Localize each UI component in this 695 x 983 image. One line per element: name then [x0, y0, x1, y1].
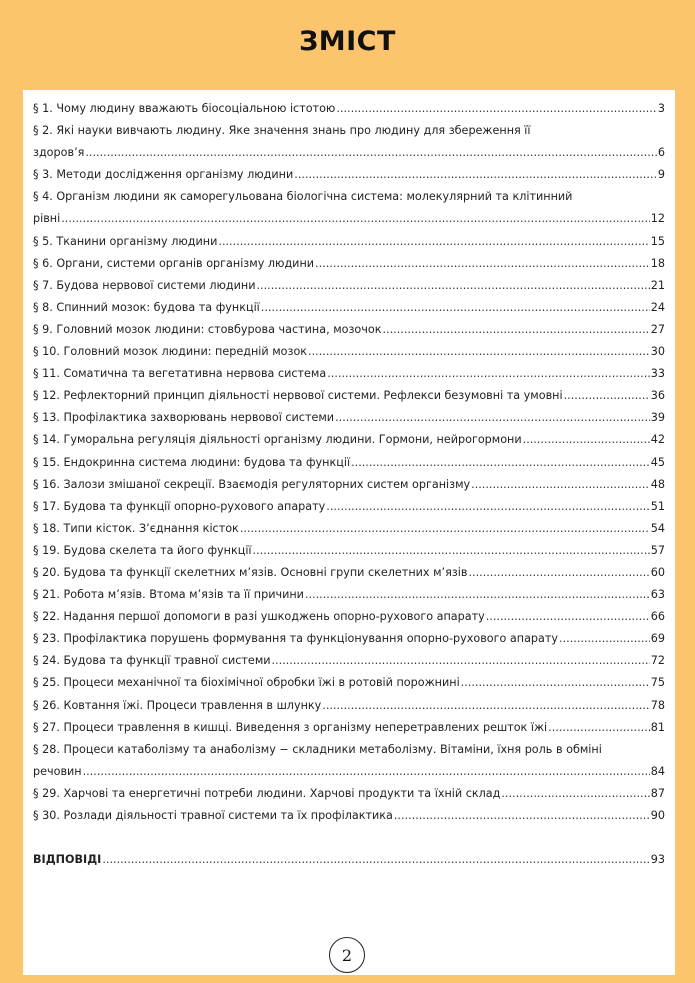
toc-entry-title: § 24. Будова та функції травної системи: [33, 654, 271, 668]
toc-entry-title: § 8. Спинний мозок: будова та функції: [33, 300, 260, 314]
toc-entry-line: [33, 164, 665, 186]
dot-leader: [315, 253, 650, 275]
toc-entry-title: § 16. Залози змішаної секреції. Взаємодія регуляторних систем організму: [33, 477, 471, 491]
dot-leader: [83, 761, 650, 783]
toc-entry-line: [33, 650, 665, 672]
dot-leader: [471, 474, 650, 496]
toc-entry-title: § 3. Методи дослідження організму людини: [33, 168, 294, 182]
toc-entry-title-line: § 28. Процеси катаболізму та анаболізму − складники метаболізму. Вітаміни, їхня роль в обміні: [33, 742, 602, 756]
toc-entry-title: § 17. Будова та функції опорно-рухового апарату: [33, 499, 326, 513]
toc-entry: [33, 452, 665, 474]
toc-entry-line: [33, 231, 665, 253]
toc-entry-title: § 22. Надання першої допомоги в разі ушкоджень опорно-рухового апарату: [33, 610, 485, 624]
toc-entry-page: 33: [650, 367, 665, 381]
toc-entry-line: [33, 363, 665, 385]
toc-entry-title: § 18. Типи кісток. З’єднання кісток: [33, 521, 239, 535]
toc-entry: [33, 805, 665, 827]
toc-entry: [33, 695, 665, 717]
toc-entry-page: 6: [657, 146, 665, 160]
toc-entry-page: 21: [650, 278, 665, 292]
toc-entry-line: [33, 474, 665, 496]
toc-entry-title: § 5. Тканини організму людини: [33, 234, 218, 248]
toc-entry-page: 3: [657, 102, 665, 115]
toc-entry-page: 42: [650, 433, 665, 447]
dot-leader: [85, 142, 657, 164]
toc-entry-line: [33, 805, 665, 827]
toc-entry: [33, 628, 665, 650]
dot-leader: [523, 429, 650, 451]
toc-entry-title: § 15. Ендокринна система людини: будова та функції: [33, 455, 351, 469]
table-of-contents: [33, 98, 665, 871]
toc-entry-page: 30: [650, 345, 665, 359]
toc-entry-line: [33, 429, 665, 451]
dot-leader: [461, 672, 650, 694]
toc-entry-page: 81: [650, 720, 665, 734]
toc-entry-title: § 29. Харчові та енергетичні потреби людини. Харчові продукти та їхній склад: [33, 786, 501, 800]
toc-entry-line: [33, 452, 665, 474]
toc-entry-line: [33, 208, 665, 230]
toc-entry-line: [33, 562, 665, 584]
toc-entry-page: 18: [650, 256, 665, 270]
toc-entry: [33, 98, 665, 120]
toc-entry-page: 78: [650, 698, 665, 712]
toc-entry-page: 24: [650, 300, 665, 314]
toc-entry: [33, 363, 665, 385]
dot-leader: [253, 540, 650, 562]
toc-entry-title: здоров’я: [33, 146, 85, 160]
toc-entry-line: [33, 319, 665, 341]
toc-entry-page: 54: [650, 521, 665, 535]
toc-entry-page: 45: [650, 455, 665, 469]
toc-entry-line: [33, 385, 665, 407]
toc-entry-title: § 6. Органи, системи органів організму людини: [33, 256, 315, 270]
toc-entry-title-line: § 4. Організм людини як саморегульована біологічна система: молекулярний та клітинний: [33, 190, 573, 204]
toc-entry-line: [33, 584, 665, 606]
toc-entry: [33, 253, 665, 275]
toc-entry-line: [33, 518, 665, 540]
dot-leader: [468, 562, 649, 584]
dot-leader: [382, 319, 649, 341]
toc-entry-title: § 27. Процеси травлення в кишці. Виведення з організму неперетравлених решток їжі: [33, 720, 548, 734]
toc-entry-page: 12: [650, 212, 665, 226]
toc-entry-page: 60: [650, 565, 665, 579]
toc-entry-line: [33, 297, 665, 319]
toc-entry-line: [33, 407, 665, 429]
toc-entry-title: § 20. Будова та функції скелетних м’язів. Основні групи скелетних м’язів: [33, 565, 468, 579]
dot-leader: [240, 518, 650, 540]
dot-leader: [322, 695, 649, 717]
toc-entry-page: 84: [650, 764, 665, 778]
toc-entry-page: 9: [657, 168, 665, 182]
toc-entry-line: [33, 341, 665, 363]
toc-entry-title: § 7. Будова нервової системи людини: [33, 278, 256, 292]
toc-entry-title: § 30. Розлади діяльності травної системи та їх профілактика: [33, 809, 393, 822]
toc-entry-line: [33, 606, 665, 628]
toc-entry-title: § 19. Будова скелета та його функції: [33, 543, 252, 557]
toc-entry-page: 63: [650, 588, 665, 602]
toc-entry: [33, 562, 665, 584]
toc-entry-title: § 14. Гуморальна регуляція діяльності організму людини. Гормони, нейрогормони: [33, 433, 522, 447]
dot-leader: [305, 584, 650, 606]
toc-entry: [33, 540, 665, 562]
toc-entry: [33, 496, 665, 518]
toc-entry-title: § 10. Головний мозок людини: передній мозок: [33, 345, 308, 359]
toc-entry-line: [33, 540, 665, 562]
dot-leader: [486, 606, 650, 628]
toc-entry: [33, 518, 665, 540]
dot-leader: [501, 783, 649, 805]
answers-page: 93: [650, 853, 665, 867]
dot-leader: [394, 805, 650, 827]
toc-entry-title-line: § 2. Які науки вивчають людину. Яке значення знань про людину для збереження її: [33, 124, 531, 138]
toc-entry: [33, 385, 665, 407]
toc-entry-page: 90: [650, 809, 665, 822]
dot-leader: [548, 717, 650, 739]
toc-entry-title: § 12. Рефлекторний принцип діяльності нервової системи. Рефлекси безумовні та умовні: [33, 389, 563, 403]
page-number-badge: 2: [329, 937, 365, 973]
toc-entry-page: 87: [650, 786, 665, 800]
dot-leader: [218, 231, 649, 253]
dot-leader: [335, 407, 650, 429]
toc-entry-title: § 25. Процеси механічної та біохімічної обробки їжі в ротовій порожнині: [33, 676, 460, 690]
toc-entry: [33, 297, 665, 319]
dot-leader: [336, 98, 657, 120]
toc-entry: [33, 474, 665, 496]
dot-leader: [564, 385, 650, 407]
toc-entry-answers: [33, 849, 665, 871]
toc-entry-line: [33, 253, 665, 275]
dot-leader: [272, 650, 650, 672]
page-title: ЗМІСТ: [299, 26, 396, 57]
dot-leader: [326, 496, 649, 518]
dot-leader: [559, 628, 650, 650]
toc-entry-title: § 23. Профілактика порушень формування та функціонування опорно-рухового апарату: [33, 632, 559, 646]
toc-entry: [33, 739, 665, 783]
toc-entry-title: § 21. Робота м’язів. Втома м’язів та її причини: [33, 588, 304, 602]
toc-entry: [33, 672, 665, 694]
toc-entry-page: 69: [650, 632, 665, 646]
toc-entry: [33, 186, 665, 230]
toc-entry-page: 39: [650, 411, 665, 425]
toc-entry-page: 48: [650, 477, 665, 491]
toc-entry-title: § 11. Соматична та вегетативна нервова система: [33, 367, 327, 381]
answers-title: ВІДПОВІДІ: [33, 853, 102, 867]
toc-entry-title: § 1. Чому людину вважають біосоціальною істотою: [33, 102, 336, 115]
toc-entry-line: [33, 142, 665, 164]
contents-sheet: [23, 90, 675, 975]
toc-entry-page: 72: [650, 654, 665, 668]
dot-leader: [61, 208, 650, 230]
toc-entry-title: речовин: [33, 764, 82, 778]
toc-entry: [33, 231, 665, 253]
toc-entry-line: [33, 717, 665, 739]
toc-entry-line: [33, 695, 665, 717]
toc-entry-line: [33, 761, 665, 783]
toc-entry-page: 51: [650, 499, 665, 513]
dot-leader: [308, 341, 650, 363]
dot-leader: [351, 452, 650, 474]
toc-entry-page: 27: [650, 322, 665, 336]
toc-entry-line: [33, 672, 665, 694]
toc-entry-title: рівні: [33, 212, 61, 226]
toc-entry: [33, 783, 665, 805]
dot-leader: [327, 363, 650, 385]
dot-leader: [261, 297, 650, 319]
toc-entry-page: 75: [650, 676, 665, 690]
toc-entry: [33, 650, 665, 672]
toc-entry-line: [33, 275, 665, 297]
toc-entry-page: 57: [650, 543, 665, 557]
toc-entry-page: 66: [650, 610, 665, 624]
toc-entry-line: [33, 783, 665, 805]
toc-entry: [33, 717, 665, 739]
dot-leader: [257, 275, 650, 297]
toc-entry: [33, 120, 665, 164]
toc-entry: [33, 164, 665, 186]
toc-entry-title: § 9. Головний мозок людини: стовбурова частина, мозочок: [33, 322, 382, 336]
dot-leader: [102, 849, 649, 871]
toc-entry-line: [33, 628, 665, 650]
toc-entry-page: 15: [650, 234, 665, 248]
toc-entry: [33, 429, 665, 451]
toc-entry: [33, 319, 665, 341]
toc-entry-line: [33, 496, 665, 518]
toc-entry: [33, 341, 665, 363]
toc-entry-page: 36: [650, 389, 665, 403]
toc-entry: [33, 275, 665, 297]
toc-entry-title: § 26. Ковтання їжі. Процеси травлення в шлунку: [33, 698, 322, 712]
toc-entry: [33, 407, 665, 429]
toc-entry: [33, 584, 665, 606]
toc-entry-line: [33, 98, 665, 120]
dot-leader: [294, 164, 657, 186]
toc-entry: [33, 606, 665, 628]
toc-entry-title: § 13. Профілактика захворювань нервової системи: [33, 411, 335, 425]
toc-entry-line: [33, 849, 665, 871]
